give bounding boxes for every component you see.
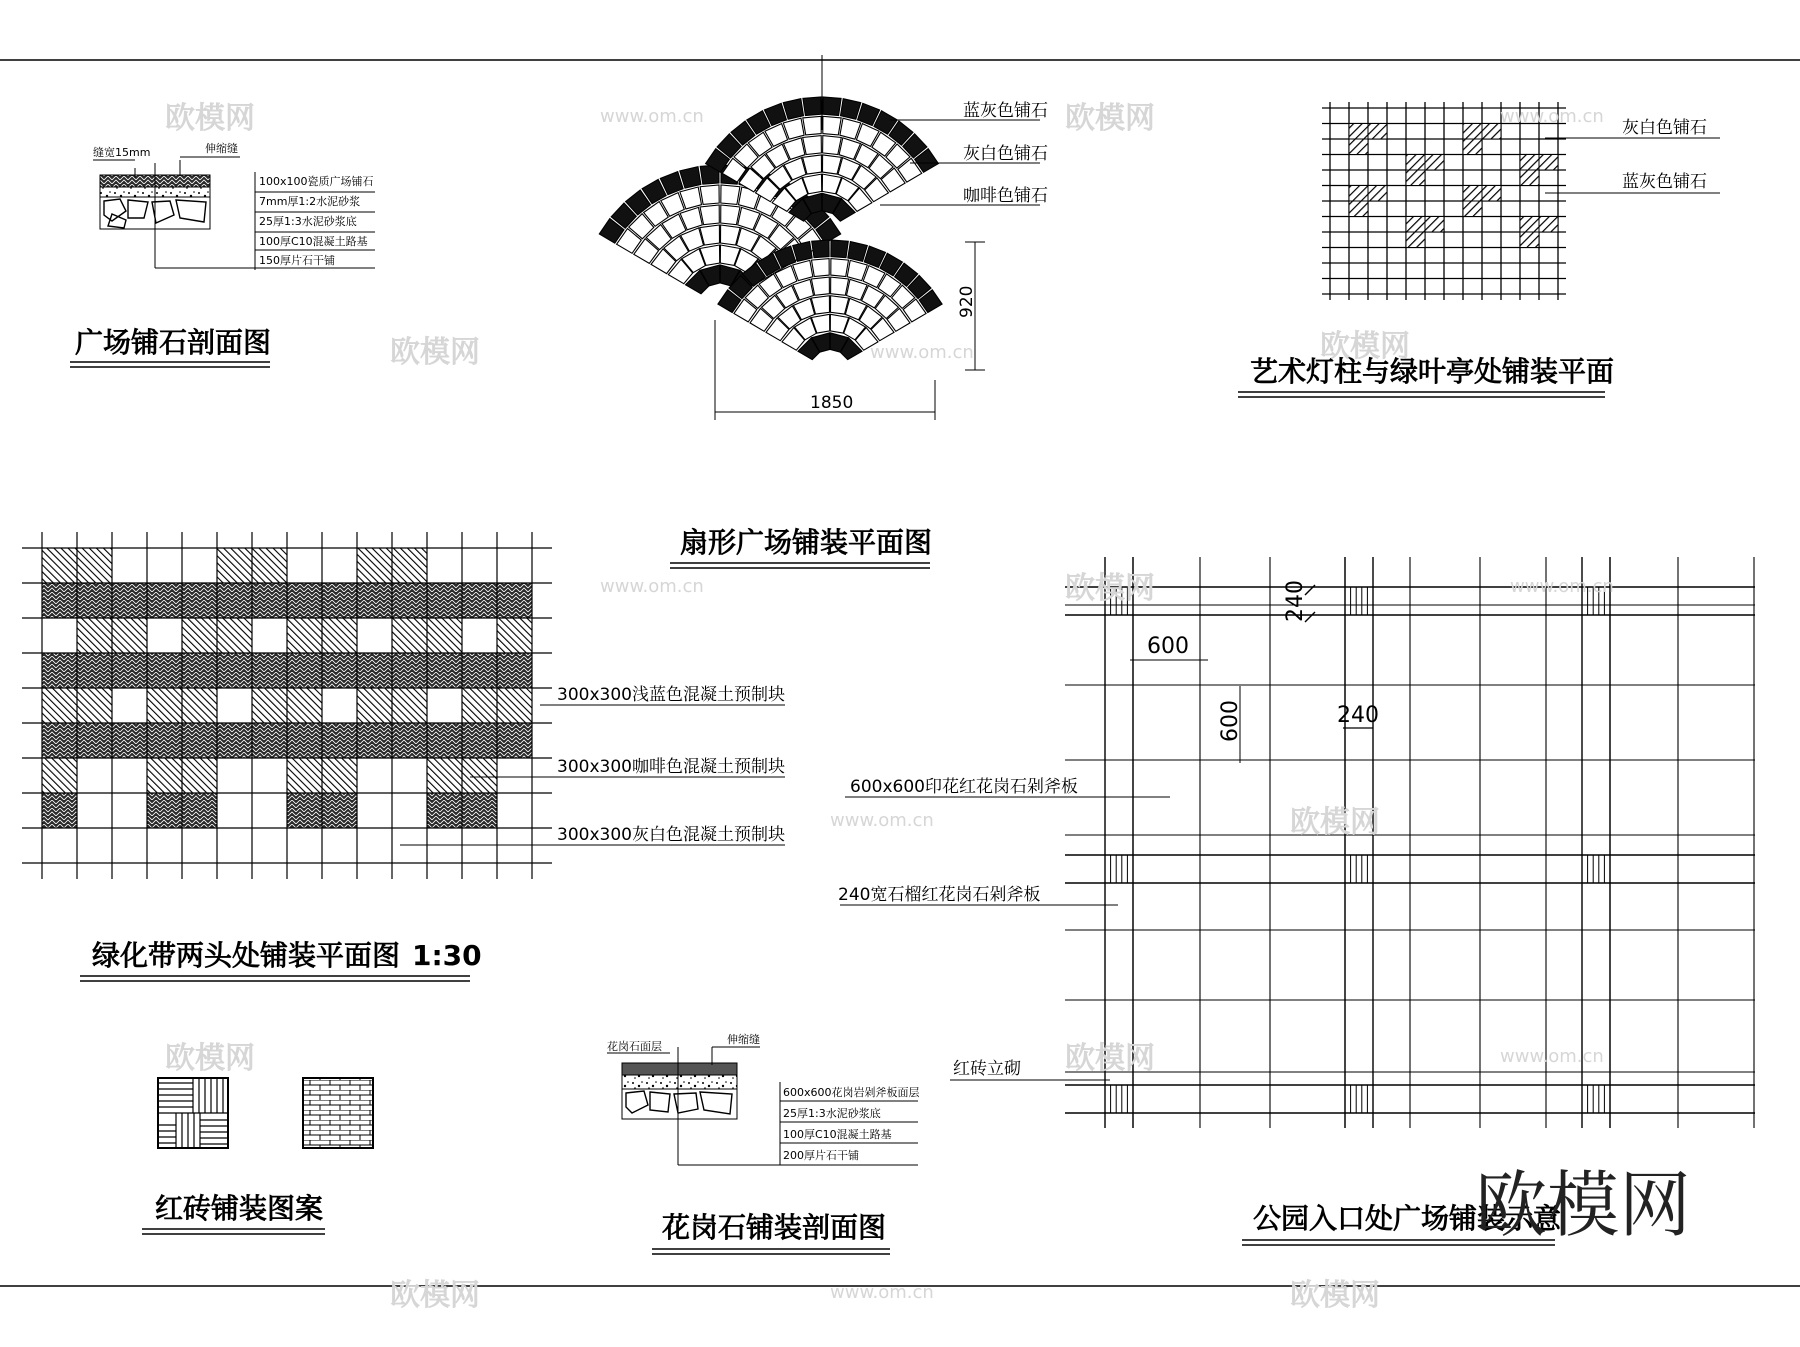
park-dim-600-v: 600 (1218, 700, 1243, 742)
plaza-layer-3: 25厚1:3水泥砂浆底 (259, 215, 357, 228)
concrete-block (112, 723, 147, 758)
watermark-logo: 欧模网 (165, 1041, 255, 1076)
green-belt-title: 绿化带两头处铺装平面图 (92, 939, 401, 972)
watermark-logo: 欧模网 (390, 1278, 480, 1313)
fan-shapes (599, 97, 942, 360)
concrete-block (112, 618, 147, 653)
plaza-section-detail (70, 141, 375, 367)
fan-stone-tile (823, 136, 842, 155)
concrete-block (252, 583, 287, 618)
concrete-block (182, 758, 217, 793)
concrete-block (217, 583, 252, 618)
granite-section-title: 花岗石铺装剖面图 (662, 1211, 887, 1244)
concrete-block (392, 548, 427, 583)
lamp-label-grayish-white: 灰白色铺石 (1622, 118, 1707, 138)
concrete-block (252, 688, 287, 723)
watermark-logo: 欧模网 (1065, 1041, 1155, 1076)
park-dimensions (1130, 580, 1379, 763)
concrete-block (427, 653, 462, 688)
concrete-block (322, 793, 357, 828)
concrete-block (392, 653, 427, 688)
plaza-layer-table (255, 174, 375, 267)
fan-stone-tile (848, 242, 868, 262)
fan-dim-width: 1850 (810, 393, 854, 413)
bluegray-tile (1406, 170, 1425, 186)
bluegray-tile (1520, 170, 1539, 186)
fan-stone-tile (700, 205, 719, 225)
concrete-block (287, 723, 322, 758)
concrete-block (357, 688, 392, 723)
concrete-block (77, 618, 112, 653)
concrete-block (217, 618, 252, 653)
concrete-block (112, 653, 147, 688)
concrete-block (497, 583, 532, 618)
watermark-url: www.om.cn (1510, 576, 1614, 597)
fan-stone-tile (803, 97, 821, 116)
concrete-block (252, 723, 287, 758)
park-label-600-granite: 600x600印花红花岗石剁斧板 (850, 777, 1078, 797)
concrete-block (77, 723, 112, 758)
concrete-block (42, 653, 77, 688)
park-entrance-title: 公园入口处广场铺装示意 (1253, 1202, 1562, 1235)
concrete-block (182, 793, 217, 828)
concrete-block (42, 548, 77, 583)
park-label-red-brick: 红砖立砌 (953, 1059, 1021, 1079)
belt-label-grayish-white: 300x300灰白色混凝土预制块 (557, 825, 785, 845)
concrete-block (147, 653, 182, 688)
concrete-block (42, 793, 77, 828)
granite-layer-1: 600x600花岗岩剁斧板面层 (783, 1086, 920, 1099)
watermark-url: www.om.cn (1500, 1046, 1604, 1067)
watermark-logo: 欧模网 (165, 101, 255, 136)
concrete-block (427, 618, 462, 653)
bluegray-tile (1368, 124, 1387, 140)
green-belt-tile-grid (22, 532, 552, 879)
concrete-block (497, 618, 532, 653)
concrete-block (497, 723, 532, 758)
concrete-block (252, 548, 287, 583)
concrete-block (42, 688, 77, 723)
watermark-url: www.om.cn (830, 1282, 934, 1303)
bluegray-tile (1368, 186, 1387, 202)
concrete-block (497, 653, 532, 688)
plaza-layer-5: 150厚片石干铺 (259, 254, 335, 267)
granite-expansion-joint-label: 伸缩缝 (727, 1033, 760, 1046)
plaza-layer-2: 7mm厚1:2水泥砂浆 (259, 195, 361, 208)
concrete-block (392, 618, 427, 653)
concrete-block (77, 548, 112, 583)
plaza-expansion-joint-label: 伸缩缝 (205, 142, 238, 155)
concrete-block (462, 653, 497, 688)
lamp-label-bluegray: 蓝灰色铺石 (1622, 172, 1707, 192)
granite-section-detail (607, 1032, 920, 1254)
bluegray-tile (1520, 217, 1539, 233)
fan-stone-tile (823, 97, 841, 116)
bluegray-tile (1425, 217, 1444, 233)
bluegray-tile (1349, 201, 1368, 217)
concrete-block (42, 723, 77, 758)
bluegray-tile (1406, 232, 1425, 248)
park-dim-600-h: 600 (1147, 634, 1189, 659)
concrete-block (427, 793, 462, 828)
concrete-block (77, 688, 112, 723)
fan-stone-tile (700, 185, 719, 204)
granite-layer-4: 200厚片石干铺 (783, 1149, 859, 1162)
concrete-block (357, 548, 392, 583)
fan-stone-tile (831, 240, 848, 258)
granite-layer-2: 25厚1:3水泥砂浆底 (783, 1107, 881, 1120)
bluegray-tile (1482, 186, 1501, 202)
concrete-block (147, 583, 182, 618)
fan-stone-tile (803, 116, 821, 135)
concrete-block (147, 793, 182, 828)
bluegray-tile (1349, 139, 1368, 155)
concrete-block (392, 723, 427, 758)
concrete-block (287, 688, 322, 723)
fan-stone-tile (831, 259, 849, 277)
plaza-layer-1: 100x100瓷质广场铺石 (259, 175, 374, 188)
bluegray-tile (1463, 124, 1482, 140)
fan-stone-tile (823, 116, 841, 135)
concrete-block (287, 793, 322, 828)
bluegray-tile (1520, 155, 1539, 171)
concrete-block (287, 618, 322, 653)
park-entrance-plan (838, 557, 1755, 1245)
plaza-layer-4: 100厚C10混凝土路基 (259, 235, 368, 248)
brick-running-bond-swatch (303, 1078, 373, 1148)
concrete-block (427, 723, 462, 758)
concrete-block (182, 688, 217, 723)
concrete-block (357, 583, 392, 618)
bluegray-tile (1520, 232, 1539, 248)
fan-plan-title: 扇形广场铺装平面图 (680, 526, 933, 559)
concrete-block (182, 583, 217, 618)
concrete-block (147, 758, 182, 793)
lamp-post-plan (1238, 102, 1720, 397)
bluegray-tile (1539, 155, 1558, 171)
watermark-url: www.om.cn (1500, 106, 1604, 127)
concrete-block (217, 723, 252, 758)
concrete-block (462, 688, 497, 723)
bluegray-tile (1463, 139, 1482, 155)
concrete-block (112, 583, 147, 618)
belt-label-coffee: 300x300咖啡色混凝土预制块 (557, 757, 785, 777)
plaza-joint-width-label: 缝宽15mm (93, 146, 151, 159)
fan-stone-tile (841, 99, 861, 120)
brick-pattern-title: 红砖铺装图案 (155, 1192, 324, 1225)
concrete-block (182, 653, 217, 688)
concrete-block (497, 688, 532, 723)
concrete-block (427, 583, 462, 618)
park-label-240-granite: 240宽石榴红花岗石剁斧板 (838, 885, 1041, 905)
watermark-logo: 欧模网 (390, 335, 480, 370)
bluegray-tile (1539, 217, 1558, 233)
granite-layer-3: 100厚C10混凝土路基 (783, 1128, 892, 1141)
fan-stone-tile (812, 240, 829, 258)
watermark-logo: 欧模网 (1065, 101, 1155, 136)
fan-stone-tile (721, 185, 740, 204)
concrete-block (462, 583, 497, 618)
fan-stone-tile (812, 259, 830, 277)
concrete-block (392, 583, 427, 618)
concrete-block (322, 583, 357, 618)
fan-label-coffee: 咖啡色铺石 (963, 186, 1048, 206)
concrete-block (77, 653, 112, 688)
concrete-block (322, 653, 357, 688)
fan-stone-tile (811, 277, 829, 295)
concrete-block (287, 653, 322, 688)
bluegray-tile (1406, 217, 1425, 233)
green-belt-scale: 1:30 (412, 939, 482, 972)
fan-stone-tile (721, 205, 740, 225)
park-dim-240-mid: 240 (1337, 703, 1379, 728)
fan-stone-tile (831, 277, 849, 295)
fan-stone-tile (783, 99, 803, 120)
concrete-block (252, 653, 287, 688)
concrete-block (462, 723, 497, 758)
concrete-block (357, 723, 392, 758)
park-dim-240-top: 240 (1283, 580, 1308, 622)
concrete-block (77, 583, 112, 618)
bluegray-tile (1349, 186, 1368, 202)
concrete-block (287, 758, 322, 793)
concrete-block (427, 758, 462, 793)
fan-label-grayish-white: 灰白色铺石 (963, 144, 1048, 164)
watermark-url: www.om.cn (830, 810, 934, 831)
concrete-block (182, 618, 217, 653)
granite-surface-label: 花岗石面层 (607, 1040, 662, 1053)
watermark-logo: 欧模网 (1290, 805, 1380, 840)
watermark-url: www.om.cn (600, 576, 704, 597)
bluegray-tile (1463, 186, 1482, 202)
fan-stone-tile (803, 136, 822, 155)
bluegray-tile (1463, 201, 1482, 217)
concrete-block (392, 688, 427, 723)
fan-label-bluegray: 蓝灰色铺石 (963, 101, 1048, 121)
granite-layer-table (780, 1085, 920, 1162)
bluegray-tile (1482, 124, 1501, 140)
concrete-block (147, 723, 182, 758)
bluegray-tile (1425, 155, 1444, 171)
fan-dim-height: 920 (957, 285, 977, 318)
plaza-section-title: 广场铺石剖面图 (75, 326, 272, 359)
concrete-block (42, 583, 77, 618)
watermark-url: www.om.cn (600, 106, 704, 127)
red-brick-pattern (142, 1078, 373, 1234)
concrete-block (217, 653, 252, 688)
concrete-block (322, 723, 357, 758)
watermark-big-logo: 欧模网 (1475, 1163, 1692, 1247)
watermark-url: www.om.cn (870, 342, 974, 363)
watermark-logo: 欧模网 (1065, 571, 1155, 606)
green-belt-plan (22, 532, 785, 981)
lamp-plan-title: 艺术灯柱与绿叶亭处铺装平面 (1250, 355, 1615, 388)
concrete-block (217, 548, 252, 583)
fan-plaza-plan (599, 55, 1048, 568)
concrete-block (182, 723, 217, 758)
concrete-block (462, 793, 497, 828)
lamp-tile-grid (1322, 102, 1566, 300)
belt-label-light-blue: 300x300浅蓝色混凝土预制块 (557, 685, 785, 705)
fan-stone-tile (680, 167, 701, 188)
watermark-logo: 欧模网 (1290, 1278, 1380, 1313)
concrete-block (357, 653, 392, 688)
concrete-block (42, 758, 77, 793)
bluegray-tile (1349, 124, 1368, 140)
concrete-block (147, 688, 182, 723)
concrete-block (287, 583, 322, 618)
concrete-block (322, 618, 357, 653)
bluegray-tile (1406, 155, 1425, 171)
concrete-block (462, 758, 497, 793)
watermark-logo: 欧模网 (1320, 329, 1410, 364)
concrete-block (322, 758, 357, 793)
